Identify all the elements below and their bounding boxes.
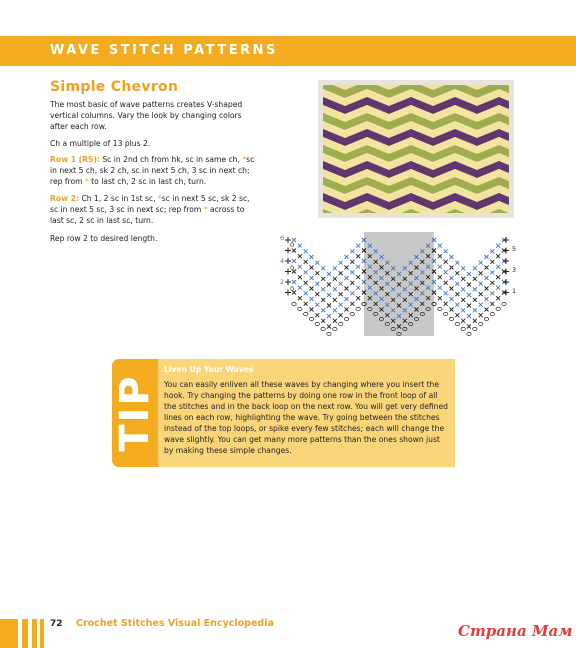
single-crochet-mark [327,325,331,329]
single-crochet-mark [327,304,331,308]
single-crochet-mark [438,275,442,279]
single-crochet-mark [298,265,302,269]
single-crochet-mark [327,283,331,287]
single-crochet-mark [455,303,459,307]
single-crochet-mark [298,275,302,279]
chain-mark [350,312,354,315]
chain-mark [467,332,471,335]
single-crochet-mark [327,272,331,276]
single-crochet-mark [473,266,477,270]
tip-label: TIP [112,374,158,452]
single-crochet-mark [310,255,314,259]
turning-mark [503,258,509,264]
single-crochet-mark [444,302,448,306]
single-crochet-mark [496,286,500,290]
single-crochet-mark [455,261,459,265]
chain-mark [502,302,506,305]
single-crochet-mark [339,282,343,286]
single-crochet-mark [339,292,343,296]
single-crochet-mark [490,302,494,306]
single-crochet-mark [304,260,308,264]
single-crochet-mark [444,281,448,285]
single-crochet-mark [310,297,314,301]
chain-mark [496,307,500,310]
single-crochet-mark [292,259,296,263]
single-crochet-mark [304,281,308,285]
row-1-label: Row 1 (RS): [50,155,100,164]
single-crochet-mark [479,261,483,265]
single-crochet-mark [438,244,442,248]
chain-mark [321,327,325,330]
book-title: Crochet Stitches Visual Encyclopedia [76,618,274,629]
chain-mark [443,312,447,315]
single-crochet-mark [467,304,471,308]
single-crochet-mark [321,287,325,291]
stitch-diagram [278,228,528,344]
pattern-heading: Simple Chevron [50,79,179,95]
single-crochet-mark [315,303,319,307]
single-crochet-mark [461,319,465,323]
chain-mark [315,322,319,325]
tip-text: You can easily enliven all these waves by changing where you insert the hook. Try changing the patterns by doing one row in the front loop of all the stitches and in the back loop on the next row. You will get very defined lines on each row, highlighting the wave. Try going between the stitches instead of the top loops, or spike every few stitches; each will change the wave slightly. You can get many more patterns than the ones shown just by making these simple changes. [164,380,448,455]
single-crochet-mark [350,291,354,295]
single-crochet-mark [496,296,500,300]
banner-title: WAVE STITCH PATTERNS [50,43,278,58]
row-number-left: 4 [280,257,285,265]
pattern-intro: The most basic of wave patterns creates V-shaped vertical columns. Vary the look by changing colors after each row. [50,100,243,131]
single-crochet-mark [485,297,489,301]
chain-mark [292,302,296,305]
chain-mark [490,312,494,315]
asterisk: * [242,155,247,164]
chain-multiple: Ch a multiple of 13 plus 2. [50,139,151,148]
single-crochet-mark [473,277,477,281]
row-number-left: 0 [290,264,295,272]
single-crochet-mark [450,297,454,301]
single-crochet-mark [350,270,354,274]
single-crochet-mark [304,302,308,306]
single-crochet-mark [298,296,302,300]
single-crochet-mark [327,314,331,318]
single-crochet-mark [350,260,354,264]
single-crochet-mark [339,303,343,307]
row-number-right: 5 [512,245,517,253]
row-2-label: Row 2: [50,194,80,203]
row-1-text-b: sc in next 5 ch, sk 2 ch, sc in next 5 ch, 3 sc in next ch; rep from [50,155,255,186]
single-crochet-mark [490,249,494,253]
single-crochet-mark [304,291,308,295]
row-number-left: 2 [280,278,285,286]
single-crochet-mark [310,308,314,312]
single-crochet-mark [455,292,459,296]
single-crochet-mark [304,249,308,253]
single-crochet-mark [467,283,471,287]
single-crochet-mark [350,302,354,306]
row-number-right: 3 [512,266,517,274]
row-number-left: 0 [290,285,295,293]
turning-mark [503,269,509,275]
single-crochet-mark [438,296,442,300]
chain-mark [484,317,488,320]
single-crochet-mark [321,319,325,323]
row-1-text-a: Sc in 2nd ch from hk, sc in same ch, [99,155,243,164]
chain-mark [344,317,348,320]
single-crochet-mark [345,266,349,270]
single-crochet-mark [450,276,454,280]
footer-stripe [40,619,44,648]
footer-stripe [0,619,18,648]
turning-mark [503,237,509,243]
single-crochet-mark [485,308,489,312]
row-number-left: 6 [280,234,285,242]
single-crochet-mark [315,261,319,265]
single-crochet-mark [345,287,349,291]
section-banner [0,36,576,66]
footer-stripes [0,619,44,648]
single-crochet-mark [339,271,343,275]
single-crochet-mark [467,314,471,318]
asterisk: * [84,176,89,186]
row-2-text-a: Ch 1, 2 sc in 1st sc, [79,194,158,203]
asterisk: * [157,194,162,203]
single-crochet-mark [461,298,465,302]
chevron-swatch-image [323,85,509,213]
single-crochet-mark [321,298,325,302]
watermark: Страна Мам [458,622,573,640]
single-crochet-mark [444,260,448,264]
single-crochet-mark [315,271,319,275]
footer-stripe [22,619,28,648]
single-crochet-mark [315,313,319,317]
chain-mark [473,327,477,330]
single-crochet-mark [333,266,337,270]
single-crochet-mark [333,308,337,312]
single-crochet-mark [356,286,360,290]
single-crochet-mark [339,261,343,265]
single-crochet-mark [304,270,308,274]
single-crochet-mark [496,254,500,258]
single-crochet-mark [339,313,343,317]
tip-tab [112,359,158,467]
single-crochet-mark [467,272,471,276]
single-crochet-mark [467,325,471,329]
single-crochet-mark [345,255,349,259]
single-crochet-mark [450,255,454,259]
single-crochet-mark [490,260,494,264]
single-crochet-mark [479,271,483,275]
asterisk: * [203,204,208,214]
single-crochet-mark [327,293,331,297]
chain-mark [298,307,302,310]
single-crochet-mark [461,308,465,312]
chain-mark [333,327,337,330]
single-crochet-mark [315,292,319,296]
single-crochet-mark [298,254,302,258]
single-crochet-mark [310,287,314,291]
footer-stripe [32,619,37,648]
single-crochet-mark [461,266,465,270]
single-crochet-mark [315,282,319,286]
row-number-left: 0 [290,241,295,249]
single-crochet-mark [321,266,325,270]
single-crochet-mark [333,298,337,302]
single-crochet-mark [356,254,360,258]
single-crochet-mark [467,293,471,297]
single-crochet-mark [345,276,349,280]
single-crochet-mark [292,280,296,284]
row-2-instructions [50,194,255,226]
single-crochet-mark [485,266,489,270]
repeat-instructions: Rep row 2 to desired length. [50,234,158,243]
chain-mark [455,322,459,325]
single-crochet-mark [490,281,494,285]
row-1-instructions [50,155,255,187]
single-crochet-mark [473,308,477,312]
single-crochet-mark [310,266,314,270]
single-crochet-mark [438,265,442,269]
stitch-chart [278,228,528,340]
single-crochet-mark [473,287,477,291]
turning-mark [503,279,509,285]
row-2-text-b: sc in next 5 sc, sk 2 sc, sc in next 5 sc, 3 sc in next sc; rep from [50,194,250,214]
chain-mark [461,327,465,330]
single-crochet-mark [455,313,459,317]
single-crochet-mark [450,308,454,312]
single-crochet-mark [356,244,360,248]
chain-mark [356,307,360,310]
single-crochet-mark [292,249,296,253]
chain-mark [338,322,342,325]
single-crochet-mark [345,308,349,312]
single-crochet-mark [350,249,354,253]
single-crochet-mark [350,281,354,285]
single-crochet-mark [461,287,465,291]
tip-title: Liven Up Your Waves [164,365,254,374]
single-crochet-mark [490,270,494,274]
single-crochet-mark [438,254,442,258]
turning-mark [503,290,509,296]
single-crochet-mark [485,276,489,280]
swatch-photo [318,80,514,218]
single-crochet-mark [461,277,465,281]
single-crochet-mark [473,319,477,323]
single-crochet-mark [298,244,302,248]
single-crochet-mark [310,276,314,280]
chain-mark [478,322,482,325]
single-crochet-mark [479,303,483,307]
chain-mark [309,317,313,320]
chain-mark [438,307,442,310]
single-crochet-mark [321,308,325,312]
single-crochet-mark [450,287,454,291]
single-crochet-mark [333,287,337,291]
single-crochet-mark [333,277,337,281]
row-number-right: 1 [512,287,517,295]
single-crochet-mark [450,266,454,270]
single-crochet-mark [444,270,448,274]
single-crochet-mark [490,291,494,295]
single-crochet-mark [479,292,483,296]
chain-mark [327,332,331,335]
single-crochet-mark [455,282,459,286]
page-number: 72 [50,619,63,629]
single-crochet-mark [479,313,483,317]
single-crochet-mark [333,319,337,323]
single-crochet-mark [485,287,489,291]
row-1-text-c: to last ch, 2 sc in last ch, turn. [88,176,207,186]
single-crochet-mark [356,296,360,300]
single-crochet-mark [444,249,448,253]
tip-box [112,359,455,467]
chain-mark [303,312,307,315]
single-crochet-mark [444,291,448,295]
single-crochet-mark [356,275,360,279]
chain-mark [449,317,453,320]
single-crochet-mark [455,271,459,275]
single-crochet-mark [496,265,500,269]
single-crochet-mark [438,286,442,290]
single-crochet-mark [356,265,360,269]
single-crochet-mark [473,298,477,302]
single-crochet-mark [479,282,483,286]
single-crochet-mark [485,255,489,259]
single-crochet-mark [496,275,500,279]
turning-mark [503,248,509,254]
single-crochet-mark [496,244,500,248]
single-crochet-mark [345,297,349,301]
single-crochet-mark [298,286,302,290]
row-2-text-c: across to last sc, 2 sc in last sc, turn. [50,204,245,225]
single-crochet-mark [321,277,325,281]
